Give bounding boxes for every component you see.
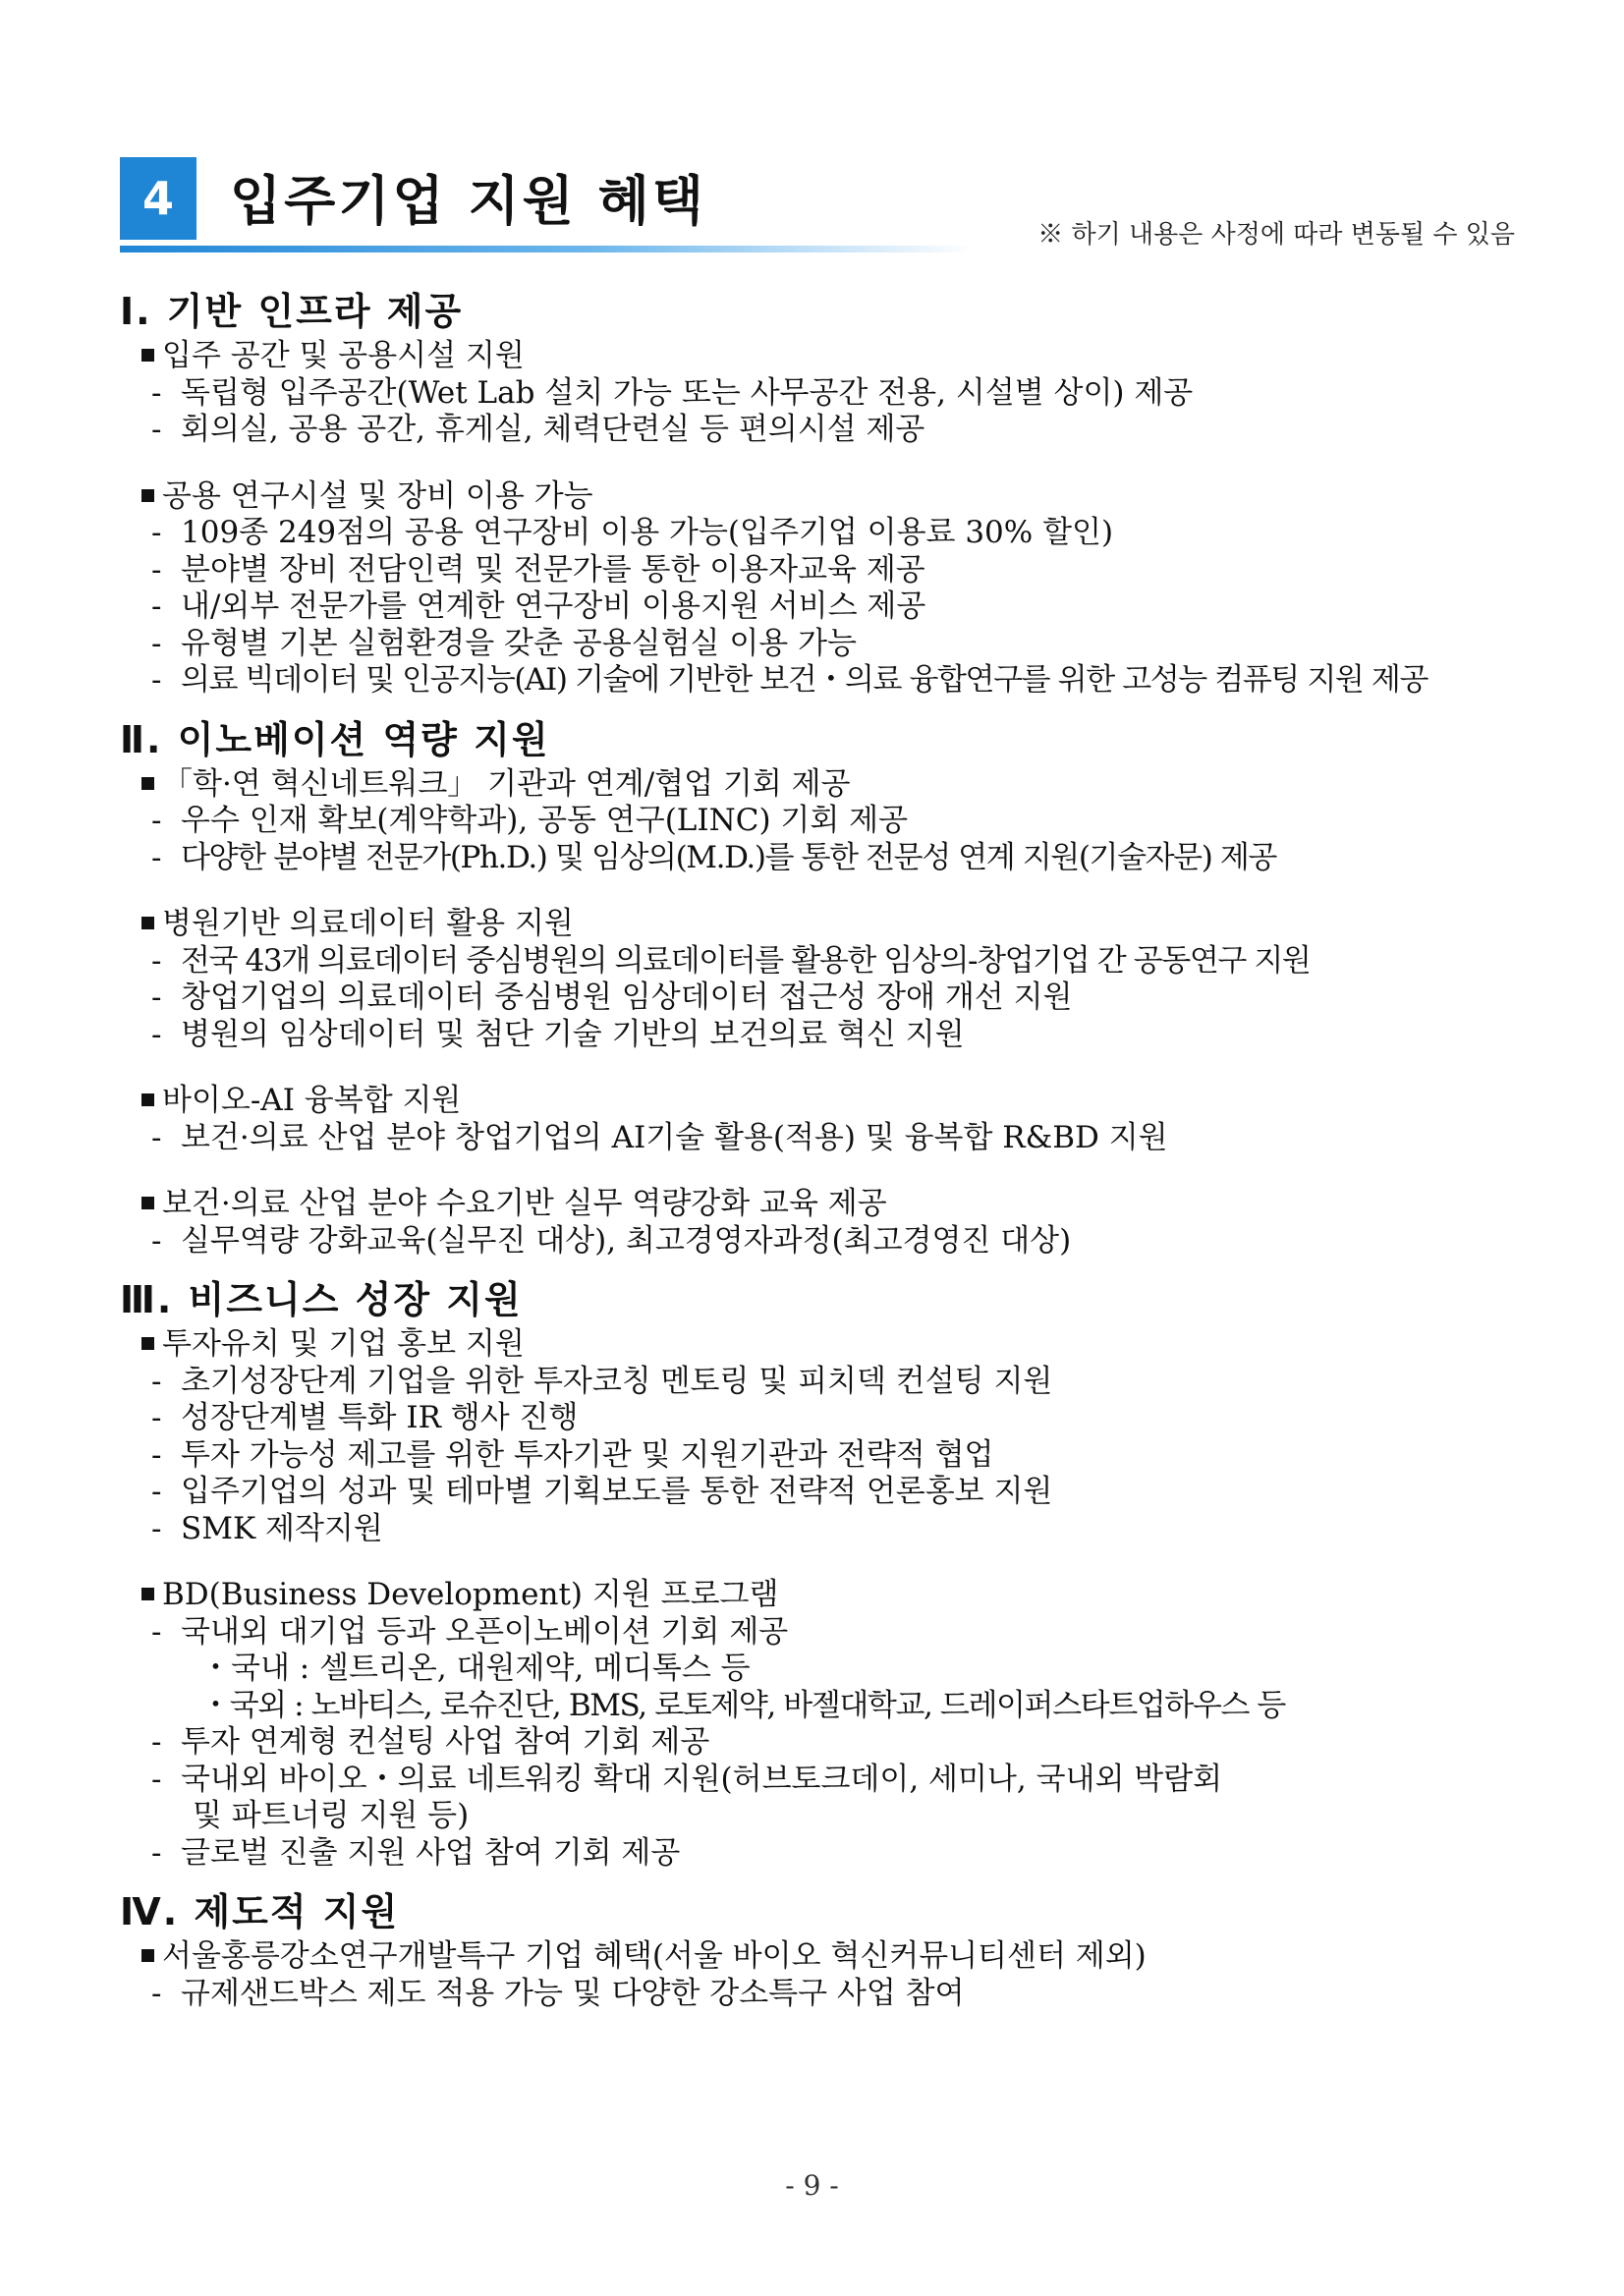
group-heading: 바이오-AI 융복합 지원 <box>120 1083 1515 1120</box>
square-bullet-icon <box>141 1949 154 1962</box>
list-item: - 109종 249점의 공용 연구장비 이용 가능(입주기업 이용료 30% 할인) <box>151 515 1114 550</box>
square-bullet-icon <box>141 1337 154 1350</box>
section-infrastructure <box>120 285 1515 700</box>
list-item: - 우수 인재 확보(계약학과), 공동 연구(LINC) 기회 제공 <box>151 803 909 838</box>
list-item: - 내/외부 전문가를 연계한 연구장비 이용지원 서비스 제공 <box>151 588 926 624</box>
title-underline <box>120 246 975 252</box>
benefit-group <box>120 1083 1515 1156</box>
square-bullet-icon <box>141 917 154 929</box>
list-item: - 투자 연계형 컨설팅 사업 참여 기회 제공 <box>151 1724 710 1760</box>
list-item: - 의료 빅데이터 및 인공지능(AI) 기술에 기반한 보건・의료 융합연구를 위한 고성능 컴퓨팅 지원 제공 <box>151 662 1428 698</box>
benefit-group <box>120 478 1515 700</box>
list-item: - 실무역량 강화교육(실무진 대상), 최고경영자과정(최고경영진 대상) <box>151 1222 1072 1259</box>
square-bullet-icon <box>141 1197 154 1209</box>
list-item: - 초기성장단계 기업을 위한 투자코칭 멘토링 및 피치덱 컨설팅 지원 <box>151 1363 1053 1399</box>
list-item: - 병원의 임상데이터 및 첨단 기술 기반의 보건의료 혁신 지원 <box>151 1016 965 1052</box>
section-number-badge: 4 <box>120 157 196 240</box>
list-item: - 투자 가능성 제고를 위한 투자기관 및 지원기관과 전략적 협업 <box>151 1436 994 1473</box>
square-bullet-icon <box>141 489 154 502</box>
group-heading: 투자유치 및 기업 홍보 지원 <box>120 1326 1515 1364</box>
benefit-group <box>120 338 1515 449</box>
page-title: 입주기업 지원 혜택 <box>230 170 706 232</box>
group-heading: 「학·연 혁신네트워크」 기관과 연계/협업 기회 제공 <box>120 766 1515 804</box>
list-item: - 국내외 대기업 등과 오픈이노베이션 기회 제공 <box>151 1613 789 1650</box>
square-bullet-icon <box>141 777 154 790</box>
list-item: - 분야별 장비 전담인력 및 전문가를 통한 이용자교육 제공 <box>151 551 925 588</box>
group-heading: 병원기반 의료데이터 활용 지원 <box>120 906 1515 943</box>
list-item: - 창업기업의 의료데이터 중심병원 임상데이터 접근성 장애 개선 지원 <box>151 980 1073 1015</box>
benefit-group <box>120 1938 1515 2012</box>
square-bullet-icon <box>141 1093 154 1106</box>
group-heading: 보건·의료 산업 분야 수요기반 실무 역량강화 교육 제공 <box>120 1186 1515 1223</box>
section-title: Ⅰ. 기반 인프라 제공 <box>120 290 464 333</box>
list-item: - 독립형 입주공간(Wet Lab 설치 가능 또는 사무공간 전용, 시설별 상이) 제공 <box>151 374 1194 411</box>
section-title: Ⅱ. 이노베이션 역량 지원 <box>120 717 550 761</box>
page-number: - 9 - <box>785 2169 839 2202</box>
benefit-group <box>120 766 1515 877</box>
section-title: Ⅲ. 비즈니스 성장 지원 <box>120 1278 523 1321</box>
list-item: - 회의실, 공용 공간, 휴게실, 체력단련실 등 편의시설 제공 <box>151 412 925 447</box>
list-item: - 글로벌 진출 지원 사업 참여 기회 제공 <box>151 1834 681 1871</box>
section-innovation <box>120 713 1515 1260</box>
group-heading: 입주 공간 및 공용시설 지원 <box>120 338 1515 375</box>
group-heading: 공용 연구시설 및 장비 이용 가능 <box>120 478 1515 516</box>
sub-list-item: ・국외 : 노바티스, 로슈진단, BMS, 로토제약, 바젤대학교, 드레이퍼스타트업하우스 등 <box>200 1687 1285 1723</box>
list-item: - 다양한 분야별 전문가(Ph.D.) 및 임상의(M.D.)를 통한 전문성 연계 지원(기술자문) 제공 <box>151 839 1276 875</box>
list-item: - 유형별 기본 실험환경을 갖춘 공용실험실 이용 가능 <box>151 625 857 661</box>
list-item: - 성장단계별 특화 IR 행사 진행 <box>151 1400 579 1435</box>
list-item-continuation: 및 파트너링 지원 등) <box>193 1798 470 1833</box>
list-item: - 국내외 바이오・의료 네트워킹 확대 지원(허브토크데이, 세미나, 국내외 박람회 <box>151 1761 1223 1797</box>
section-title: Ⅳ. 제도적 지원 <box>120 1890 400 1933</box>
list-item: - 보건·의료 산업 분야 창업기업의 AI기술 활용(적용) 및 융복합 R&BD 지원 <box>151 1119 1168 1155</box>
section-business-growth <box>120 1273 1515 1872</box>
benefit-group <box>120 1577 1515 1872</box>
section-header <box>120 157 1515 255</box>
disclaimer-note: ※ 하기 내용은 사정에 따라 변동될 수 있음 <box>1037 220 1515 250</box>
group-heading: BD(Business Development) 지원 프로그램 <box>120 1577 1515 1614</box>
list-item: - SMK 제작지원 <box>151 1510 383 1546</box>
section-institutional <box>120 1885 1515 2012</box>
square-bullet-icon <box>141 349 154 362</box>
group-heading: 서울홍릉강소연구개발특구 기업 혜택(서울 바이오 혁신커뮤니티센터 제외) <box>120 1938 1515 1976</box>
list-item: - 전국 43개 의료데이터 중심병원의 의료데이터를 활용한 임상의-창업기업 간 공동연구 지원 <box>151 942 1311 979</box>
list-item: - 규제샌드박스 제도 적용 가능 및 다양한 강소특구 사업 참여 <box>151 1975 965 2011</box>
list-item: - 입주기업의 성과 및 테마별 기획보도를 통한 전략적 언론홍보 지원 <box>151 1474 1053 1509</box>
document-body <box>120 285 1515 2012</box>
benefit-group <box>120 906 1515 1053</box>
benefit-group <box>120 1326 1515 1547</box>
sub-list-item: ・국내 : 셀트리온, 대원제약, 메디톡스 등 <box>200 1651 751 1686</box>
square-bullet-icon <box>141 1588 154 1600</box>
benefit-group <box>120 1186 1515 1260</box>
